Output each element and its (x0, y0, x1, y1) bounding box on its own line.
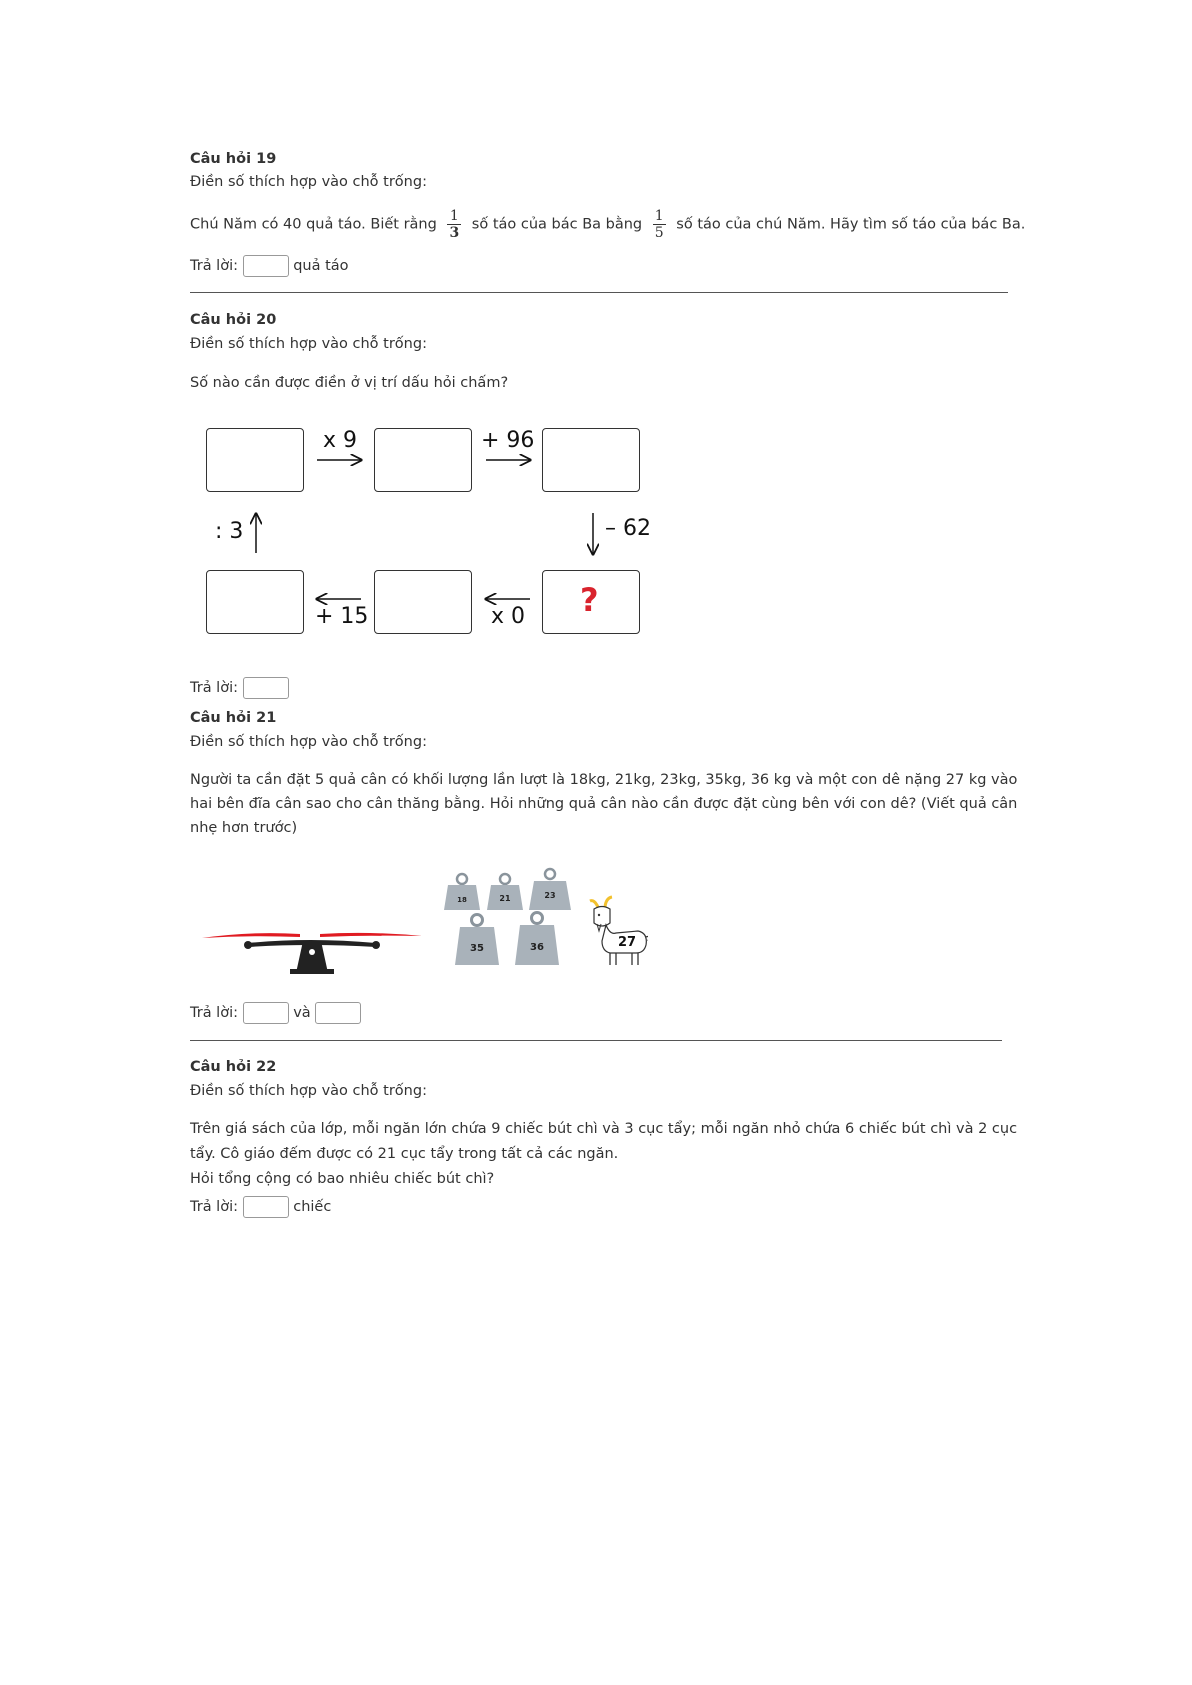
weight-36-icon (515, 913, 559, 966)
answer-unit: chiếc (293, 1199, 332, 1215)
weight-label-21: 21 (499, 894, 511, 903)
weight-label-36: 36 (530, 942, 544, 953)
answer-label: Trả lời: (190, 258, 238, 274)
question-19-text-a: Chú Năm có 40 quả táo. Biết rằng (190, 216, 437, 233)
op-multiply-9: x 9 (323, 428, 358, 453)
question-22-line-3: Hỏi tổng cộng có bao nhiêu chiếc bút chì? (190, 1171, 495, 1187)
question-22-instruction: Điền số thích hợp vào chỗ trống: (190, 1083, 427, 1099)
goat-weight-label: 27 (617, 935, 637, 950)
question-21-title: Câu hỏi 21 (190, 710, 277, 726)
question-19-text (190, 208, 1025, 241)
question-19-text-b: số táo của bác Ba bằng (471, 216, 643, 233)
answer-unit: quả táo (293, 258, 349, 274)
weight-label-18: 18 (457, 896, 467, 904)
question-19-text-c: số táo của chú Năm. Hãy tìm số táo của bác Ba. (676, 216, 1026, 233)
question-21-answer-row (190, 1002, 361, 1024)
answer-label: Trả lời: (190, 1005, 238, 1021)
question-mark: ? (580, 581, 599, 619)
balance-scale-icon (200, 925, 430, 975)
op-subtract-62: – 62 (605, 516, 651, 541)
question-19-title: Câu hỏi 19 (190, 151, 277, 167)
op-add-15: + 15 (315, 604, 369, 629)
question-22-line-2: tẩy. Cô giáo đếm được có 21 cục tẩy trong tất cả các ngăn. (190, 1146, 619, 1162)
weight-23-icon (529, 869, 571, 910)
fraction-one-fifth (653, 208, 666, 241)
fraction-one-third (447, 208, 461, 241)
question-19-instruction: Điền số thích hợp vào chỗ trống: (190, 174, 427, 190)
op-add-96: + 96 (481, 428, 535, 453)
fraction-1-denominator: 3 (449, 225, 460, 241)
question-22-answer-row (190, 1196, 331, 1218)
weight-label-23: 23 (544, 891, 556, 900)
weights-group (440, 865, 580, 967)
question-21-line-2: hai bên đĩa cân sao cho cân thăng bằng. Hỏi những quả cân nào cần được đặt cùng bên với con dê? (Viết quả cân (190, 796, 1018, 812)
answer-label: Trả lời: (190, 680, 238, 696)
fraction-1-numerator: 1 (447, 208, 461, 225)
answer-label: Trả lời: (190, 1199, 238, 1215)
question-21-instruction: Điền số thích hợp vào chỗ trống: (190, 734, 427, 750)
fraction-2-denominator: 5 (654, 225, 664, 241)
op-divide-3: : 3 (215, 519, 244, 544)
question-20-answer-input[interactable] (243, 677, 289, 699)
question-22-line-1: Trên giá sách của lớp, mỗi ngăn lớn chứa 9 chiếc bút chì và 3 cục tẩy; mỗi ngăn nhỏ chứa 6 chiếc bút chì và 2 cục (190, 1121, 1018, 1137)
question-21-line-1: Người ta cần đặt 5 quả cân có khối lượng lần lượt là 18kg, 21kg, 23kg, 35kg, 36 kg và một con dê nặng 27 kg vào (190, 772, 1018, 788)
question-21-answer-input-2[interactable] (315, 1002, 361, 1024)
weight-35-icon (455, 915, 499, 966)
question-21-answer-input-1[interactable] (243, 1002, 289, 1024)
weight-21-icon (487, 874, 523, 910)
question-19-answer-row (190, 255, 349, 277)
question-20-text: Số nào cần được điền ở vị trí dấu hỏi chấm? (190, 375, 509, 391)
question-20-answer-row (190, 677, 289, 699)
question-22-answer-input[interactable] (243, 1196, 289, 1218)
goat-icon (588, 895, 648, 967)
fraction-2-numerator: 1 (654, 208, 664, 224)
question-20-title: Câu hỏi 20 (190, 312, 277, 328)
weight-18-icon (444, 874, 480, 910)
question-19-answer-input[interactable] (243, 255, 289, 277)
divider (190, 292, 1008, 293)
question-21-line-3: nhẹ hơn trước) (190, 820, 298, 836)
question-22-title: Câu hỏi 22 (190, 1059, 277, 1075)
op-multiply-0: x 0 (491, 604, 526, 629)
weight-label-35: 35 (470, 943, 484, 954)
answer-and: và (293, 1005, 311, 1021)
question-20-instruction: Điền số thích hợp vào chỗ trống: (190, 336, 427, 352)
flow-arrows (190, 420, 670, 650)
divider (190, 1040, 1002, 1041)
